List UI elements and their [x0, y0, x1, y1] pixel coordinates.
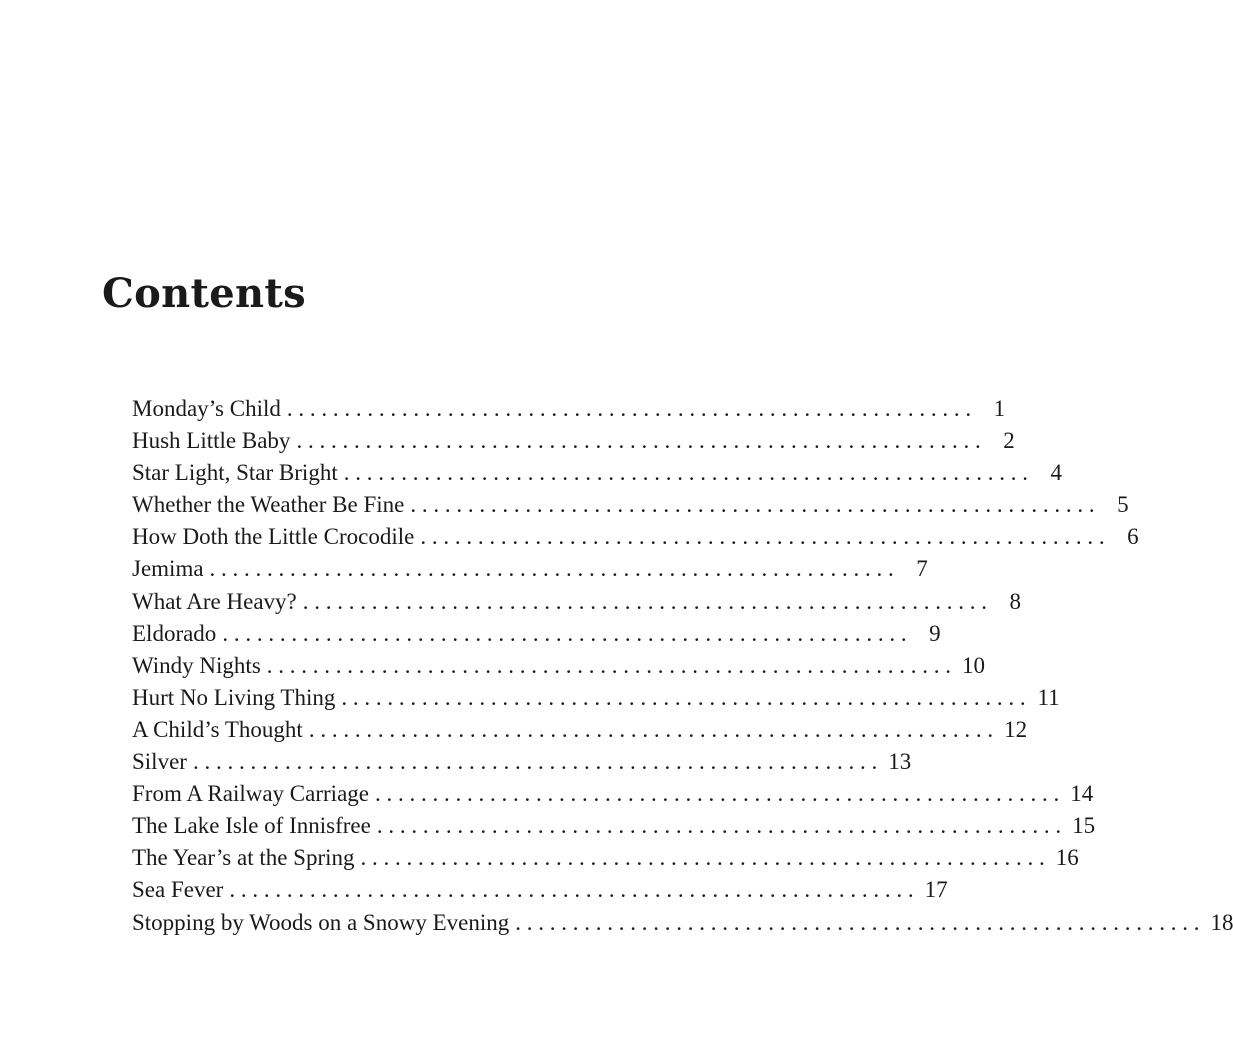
- toc-entry-title: Silver: [132, 749, 187, 775]
- toc-entry-page: 5: [1117, 492, 1129, 518]
- dot-leader: . . . . . . . . . . . . . . . . . . . . . . . . . . . . . . . . . . . . . . . . . . . . . . . . . . . . . . . . . . . .: [515, 909, 1200, 935]
- toc-entry-title: Eldorado: [132, 620, 217, 646]
- toc-entry-title: Jemima: [132, 556, 204, 582]
- dot-leader: . . . . . . . . . . . . . . . . . . . . . . . . . . . . . . . . . . . . . . . . . . . . . . . . . . . . . . . . . . . .: [302, 588, 988, 614]
- toc-entry: [132, 618, 941, 650]
- toc-entry-page: 14: [1070, 781, 1094, 807]
- toc-entry-title: Monday’s Child: [132, 396, 281, 421]
- dot-leader: . . . . . . . . . . . . . . . . . . . . . . . . . . . . . . . . . . . . . . . . . . . . . . . . . . . . . . . . . . . .: [209, 556, 894, 582]
- toc-entry-title: From A Railway Carriage: [132, 781, 369, 807]
- toc-entry: [132, 907, 1233, 939]
- toc-entry-page: 7: [916, 556, 928, 582]
- table-of-contents: [132, 393, 1233, 939]
- toc-entry: [132, 521, 1139, 553]
- dot-leader: . . . . . . . . . . . . . . . . . . . . . . . . . . . . . . . . . . . . . . . . . . . . . . . . . . . . . . . . . . . .: [266, 652, 952, 678]
- toc-entry: [132, 425, 1015, 457]
- toc-entry-page: 8: [1009, 588, 1022, 614]
- toc-entry-page: 13: [888, 749, 912, 775]
- dot-leader: . . . . . . . . . . . . . . . . . . . . . . . . . . . . . . . . . . . . . . . . . . . . . . . . . . . . . . . . . . . .: [222, 620, 907, 646]
- toc-entry: [132, 746, 912, 778]
- toc-entry: [132, 457, 1062, 489]
- toc-entry-title: Star Light, Star Bright: [132, 460, 338, 486]
- dot-leader: . . . . . . . . . . . . . . . . . . . . . . . . . . . . . . . . . . . . . . . . . . . . . . . . . . . . . . . . . . . .: [341, 684, 1026, 710]
- dot-leader: . . . . . . . . . . . . . . . . . . . . . . . . . . . . . . . . . . . . . . . . . . . . . . . . . . . . . . . . . . . .: [410, 492, 1095, 518]
- toc-entry-title: A Child’s Thought: [132, 716, 303, 742]
- toc-entry-title: Sea Fever: [132, 877, 224, 903]
- dot-leader: . . . . . . . . . . . . . . . . . . . . . . . . . . . . . . . . . . . . . . . . . . . . . . . . . . . . . . . . . . . .: [343, 460, 1028, 486]
- toc-entry-title: Hush Little Baby: [132, 428, 291, 454]
- dot-leader: . . . . . . . . . . . . . . . . . . . . . . . . . . . . . . . . . . . . . . . . . . . . . . . . . . . . . . . . . . . .: [360, 845, 1045, 871]
- toc-entry: [132, 810, 1096, 842]
- toc-entry-page: 9: [929, 620, 941, 646]
- toc-entry-title: Stopping by Woods on a Snowy Evening: [132, 909, 510, 935]
- toc-entry-page: 6: [1127, 524, 1139, 550]
- toc-entry-page: 15: [1072, 813, 1096, 839]
- toc-entry-title: Hurt No Living Thing: [132, 684, 336, 710]
- toc-entry-page: 1: [993, 396, 1006, 421]
- dot-leader: . . . . . . . . . . . . . . . . . . . . . . . . . . . . . . . . . . . . . . . . . . . . . . . . . . . . . . . . . . . .: [286, 396, 972, 421]
- dot-leader: . . . . . . . . . . . . . . . . . . . . . . . . . . . . . . . . . . . . . . . . . . . . . . . . . . . . . . . . . . . .: [192, 749, 878, 775]
- toc-entry-page: 12: [1004, 716, 1028, 742]
- toc-entry-title: Windy Nights: [132, 652, 261, 678]
- toc-entry: [132, 586, 1022, 618]
- dot-leader: . . . . . . . . . . . . . . . . . . . . . . . . . . . . . . . . . . . . . . . . . . . . . . . . . . . . . . . . . . . .: [420, 524, 1105, 550]
- toc-entry: [132, 553, 928, 585]
- toc-entry-title: The Lake Isle of Innisfree: [132, 813, 371, 839]
- dot-leader: . . . . . . . . . . . . . . . . . . . . . . . . . . . . . . . . . . . . . . . . . . . . . . . . . . . . . . . . . . . .: [376, 813, 1062, 839]
- contents-heading: Contents: [102, 270, 307, 317]
- toc-entry: [132, 393, 1006, 425]
- toc-entry: [132, 874, 948, 906]
- toc-entry-page: 2: [1003, 428, 1015, 454]
- toc-entry: [132, 650, 986, 682]
- toc-entry: [132, 778, 1094, 810]
- toc-entry-title: The Year’s at the Spring: [132, 845, 355, 871]
- dot-leader: . . . . . . . . . . . . . . . . . . . . . . . . . . . . . . . . . . . . . . . . . . . . . . . . . . . . . . . . . . . .: [308, 716, 994, 742]
- dot-leader: . . . . . . . . . . . . . . . . . . . . . . . . . . . . . . . . . . . . . . . . . . . . . . . . . . . . . . . . . . . .: [375, 781, 1060, 807]
- toc-entry-page: 4: [1050, 460, 1062, 486]
- toc-entry: [132, 714, 1028, 746]
- toc-entry-page: 10: [962, 652, 986, 678]
- toc-entry-title: Whether the Weather Be Fine: [132, 492, 405, 518]
- toc-entry: [132, 489, 1129, 521]
- dot-leader: . . . . . . . . . . . . . . . . . . . . . . . . . . . . . . . . . . . . . . . . . . . . . . . . . . . . . . . . . . . .: [296, 428, 981, 454]
- toc-entry-page: 17: [924, 877, 948, 903]
- dot-leader: . . . . . . . . . . . . . . . . . . . . . . . . . . . . . . . . . . . . . . . . . . . . . . . . . . . . . . . . . . . .: [229, 877, 914, 903]
- toc-entry-page: 16: [1055, 845, 1079, 871]
- toc-entry-page: 18: [1210, 909, 1233, 935]
- toc-entry-title: How Doth the Little Crocodile: [132, 524, 415, 550]
- toc-entry: [132, 682, 1060, 714]
- toc-entry: [132, 842, 1079, 874]
- toc-entry-title: What Are Heavy?: [132, 588, 297, 614]
- toc-entry-page: 11: [1037, 684, 1060, 710]
